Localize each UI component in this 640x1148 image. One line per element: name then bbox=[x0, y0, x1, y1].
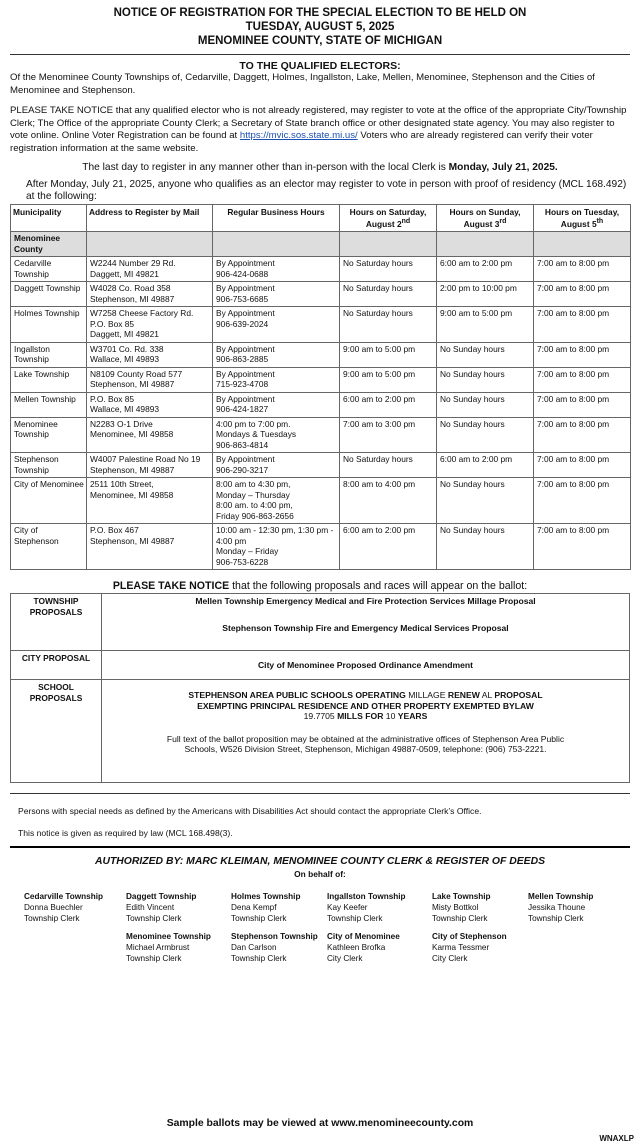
mellen-proposal: Mellen Township Emergency Medical and Fire Protection Services Millage Proposal bbox=[195, 596, 536, 607]
school-p1c: RENEW bbox=[447, 690, 480, 701]
hours-cell: By Appointment 906-753-6685 bbox=[213, 282, 340, 307]
school-p1f: EXEMPTING PRINCIPAL RESIDENCE AND OTHER PROPERTY EXEMPTED BYLAW bbox=[197, 700, 534, 711]
address-cell: P.O. Box 467 Stephenson, MI 49887 bbox=[87, 524, 213, 570]
title-line-2: TUESDAY, AUGUST 5, 2025 bbox=[245, 21, 395, 33]
tuesday-cell: 7:00 am to 8:00 pm bbox=[534, 307, 631, 343]
municipality-cell: Lake Township bbox=[11, 367, 87, 392]
school-p1e: PROPOSAL bbox=[494, 690, 543, 701]
municipality-cell: City of Menominee bbox=[11, 478, 87, 524]
sunday-cell: No Sunday hours bbox=[437, 417, 534, 453]
tuesday-cell: 7:00 am to 8:00 pm bbox=[534, 342, 631, 367]
clerk-entry: Holmes Township Dena Kempf Township Clerk bbox=[231, 892, 301, 924]
divider bbox=[10, 54, 630, 55]
divider-3 bbox=[10, 846, 630, 848]
last-day-date: Monday, July 21, 2025. bbox=[448, 161, 558, 173]
title-line-3: MENOMINEE COUNTY, STATE OF MICHIGAN bbox=[197, 35, 443, 47]
address-cell: N8109 County Road 577 Stephenson, MI 49887 bbox=[87, 367, 213, 392]
clerk-entry: Stephenson Township Dan Carlson Township Clerk bbox=[231, 932, 318, 964]
sample-ballots-notice: Sample ballots may be viewed at www.menomineecounty.com bbox=[166, 1118, 474, 1129]
mvic-link[interactable]: https://mvic.sos.state.mi.us/ bbox=[239, 130, 358, 142]
tuesday-cell: 7:00 am to 8:00 pm bbox=[534, 453, 631, 478]
municipality-cell: Menominee Township bbox=[11, 417, 87, 453]
municipality-cell: Holmes Township bbox=[11, 307, 87, 343]
municipality-cell: Cedarville Township bbox=[11, 257, 87, 282]
col-tuesday-sup: th bbox=[596, 218, 604, 226]
clerk-entry: Daggett Township Edith Vincent Township Clerk bbox=[126, 892, 197, 924]
saturday-cell: 6:00 am to 2:00 pm bbox=[340, 392, 437, 417]
address-cell: W2244 Number 29 Rd. Daggett, MI 49821 bbox=[87, 257, 213, 282]
city-proposal-label: CITY PROPOSAL bbox=[11, 651, 102, 680]
table-row bbox=[11, 453, 631, 478]
menominee-ordinance-proposal: City of Menominee Proposed Ordinance Amendment bbox=[257, 660, 474, 671]
table-row bbox=[11, 524, 631, 570]
registration-text: PLEASE TAKE NOTICE that any qualified elector who is not already registered, may register to vote at the office of the appropriate City/Township Clerk; The Office of the appropriate County Clerk; a Secretary of State branch office or other designated state agency. You may also register to vote online. Online Voter Registration can be found at bbox=[10, 105, 627, 142]
col-tuesday bbox=[534, 204, 631, 232]
col-saturday bbox=[340, 204, 437, 232]
notice-title bbox=[10, 6, 630, 48]
after-deadline-text: After Monday, July 21, 2025, anyone who qualifies as an elector may register to vote in person with proof of residency (MCL 168.492) at the following: bbox=[26, 178, 627, 202]
ada-notice: Persons with special needs as defined by the Americans with Disabilities Act should contact the appropriate Clerk’s Office. bbox=[18, 806, 482, 817]
saturday-cell: 6:00 am to 2:00 pm bbox=[340, 524, 437, 570]
tuesday-cell: 7:00 am to 8:00 pm bbox=[534, 478, 631, 524]
school-p1b: MILLAGE bbox=[408, 690, 448, 701]
municipality-cell: City of Stephenson bbox=[11, 524, 87, 570]
sunday-cell: No Sunday hours bbox=[437, 392, 534, 417]
clerk-entry: Lake Township Misty Bottkol Township Clerk bbox=[432, 892, 491, 924]
school-proposals-label: SCHOOL PROPOSALS bbox=[11, 680, 102, 783]
clerk-entry: City of Menominee Kathleen Brofka City Clerk bbox=[327, 932, 400, 964]
col-tuesday-label: Hours on Tuesday, August 5 bbox=[544, 206, 620, 229]
sunday-cell: No Sunday hours bbox=[437, 524, 534, 570]
authorized-text: AUTHORIZED BY: MARC KLEIMAN, MENOMINEE COUNTY CLERK & REGISTER OF DEEDS bbox=[94, 856, 546, 868]
school-millage-proposal bbox=[105, 690, 626, 722]
electors-heading: TO THE QUALIFIED ELECTORS: bbox=[239, 60, 401, 72]
table-header-row bbox=[11, 204, 631, 232]
table-row bbox=[11, 282, 631, 307]
municipality-cell: Ingallston Township bbox=[11, 342, 87, 367]
table-row bbox=[11, 307, 631, 343]
tuesday-cell: 7:00 am to 8:00 pm bbox=[534, 257, 631, 282]
saturday-cell: 9:00 am to 5:00 pm bbox=[340, 367, 437, 392]
table-row bbox=[11, 257, 631, 282]
hours-cell: By Appointment 715-923-4708 bbox=[213, 367, 340, 392]
hours-cell: By Appointment 906-290-3217 bbox=[213, 453, 340, 478]
saturday-cell: No Saturday hours bbox=[340, 282, 437, 307]
address-cell: 2511 10th Street, Menominee, MI 49858 bbox=[87, 478, 213, 524]
sunday-cell: 6:00 am to 2:00 pm bbox=[437, 257, 534, 282]
registration-text-end: Voters who are already registered can verify their voter registration information at the same website. bbox=[10, 130, 593, 154]
divider-2 bbox=[10, 793, 630, 794]
city-proposal-row bbox=[11, 651, 630, 680]
group-row bbox=[11, 232, 631, 257]
col-sunday-sup: rd bbox=[499, 218, 507, 226]
municipality-cell: Stephenson Township bbox=[11, 453, 87, 478]
address-cell: W7258 Cheese Factory Rd. P.O. Box 85 Daggett, MI 49821 bbox=[87, 307, 213, 343]
tuesday-cell: 7:00 am to 8:00 pm bbox=[534, 282, 631, 307]
school-proposals-row bbox=[11, 680, 630, 783]
sunday-cell: 6:00 am to 2:00 pm bbox=[437, 453, 534, 478]
tuesday-cell: 7:00 am to 8:00 pm bbox=[534, 417, 631, 453]
clerks-block bbox=[10, 891, 630, 981]
authorized-by bbox=[10, 856, 630, 867]
municipality-cell: Mellen Township bbox=[11, 392, 87, 417]
hours-cell: 10:00 am - 12:30 pm, 1:30 pm - 4:00 pm Monday – Friday 906-753-6228 bbox=[213, 524, 340, 570]
ballot-notice-strong: PLEASE TAKE NOTICE bbox=[112, 580, 230, 593]
saturday-cell: 8:00 am to 4:00 pm bbox=[340, 478, 437, 524]
township-proposals-label: TOWNSHIP PROPOSALS bbox=[11, 594, 102, 651]
hours-cell: 8:00 am to 4:30 pm, Monday – Thursday 8:00 am. to 4:00 pm, Friday 906-863-2656 bbox=[213, 478, 340, 524]
municipality-cell: Daggett Township bbox=[11, 282, 87, 307]
stephenson-proposal: Stephenson Township Fire and Emergency Medical Services Proposal bbox=[222, 622, 509, 633]
saturday-cell: 9:00 am to 5:00 pm bbox=[340, 342, 437, 367]
registration-paragraph bbox=[10, 105, 630, 155]
clerk-entry: Ingallston Township Kay Keefer Township Clerk bbox=[327, 892, 406, 924]
intro-paragraph: Of the Menominee County Townships of, Cedarville, Daggett, Holmes, Ingallston, Lake, Mellen, Menominee, Stephenson and the Cities of Menominee and Stephenson. bbox=[10, 72, 595, 96]
address-cell: W3701 Co. Rd. 338 Wallace, MI 49893 bbox=[87, 342, 213, 367]
last-day-text: The last day to register in any manner other than in-person with the local Clerk is bbox=[82, 161, 449, 173]
sunday-cell: 9:00 am to 5:00 pm bbox=[437, 307, 534, 343]
ballot-table bbox=[10, 593, 630, 783]
registration-table bbox=[10, 204, 631, 571]
tuesday-cell: 7:00 am to 8:00 pm bbox=[534, 367, 631, 392]
col-saturday-label: Hours on Saturday, August 2 bbox=[349, 206, 427, 229]
table-row bbox=[11, 342, 631, 367]
tuesday-cell: 7:00 am to 8:00 pm bbox=[534, 524, 631, 570]
table-row bbox=[11, 367, 631, 392]
ad-code: WNAXLP bbox=[599, 1134, 634, 1143]
on-behalf-of: On behalf of: bbox=[294, 869, 346, 880]
school-p1d: AL bbox=[479, 690, 495, 701]
table-row bbox=[11, 392, 631, 417]
col-saturday-sup: nd bbox=[401, 218, 411, 226]
hours-cell: 4:00 pm to 7:00 pm. Mondays & Tuesdays 906-863-4814 bbox=[213, 417, 340, 453]
ballot-notice bbox=[10, 580, 630, 592]
hours-cell: By Appointment 906-639-2024 bbox=[213, 307, 340, 343]
table-row bbox=[11, 478, 631, 524]
law-notice: This notice is given as required by law (MCL 168.498(3). bbox=[18, 828, 233, 839]
sunday-cell: No Sunday hours bbox=[437, 478, 534, 524]
saturday-cell: No Saturday hours bbox=[340, 257, 437, 282]
last-day-notice bbox=[10, 162, 630, 173]
col-sunday bbox=[437, 204, 534, 232]
hours-cell: By Appointment 906-424-1827 bbox=[213, 392, 340, 417]
hours-cell: By Appointment 906-863-2885 bbox=[213, 342, 340, 367]
saturday-cell: 7:00 am to 3:00 pm bbox=[340, 417, 437, 453]
sunday-cell: No Sunday hours bbox=[437, 367, 534, 392]
township-proposals-row bbox=[11, 594, 630, 651]
school-p1h: MILLS FOR bbox=[337, 711, 386, 722]
col-address: Address to Register by Mail bbox=[87, 204, 213, 232]
saturday-cell: No Saturday hours bbox=[340, 307, 437, 343]
col-municipality: Municipality bbox=[11, 204, 87, 232]
group-label: Menominee County bbox=[11, 232, 87, 257]
school-p1a: STEPHENSON AREA PUBLIC SCHOOLS OPERATING bbox=[188, 690, 409, 701]
school-p1i: 10 bbox=[385, 711, 398, 722]
hours-cell: By Appointment 906-424-0688 bbox=[213, 257, 340, 282]
clerk-entry: Mellen Township Jessika Thoune Township Clerk bbox=[528, 892, 594, 924]
address-cell: P.O. Box 85 Wallace, MI 49893 bbox=[87, 392, 213, 417]
tuesday-cell: 7:00 am to 8:00 pm bbox=[534, 392, 631, 417]
sunday-cell: 2:00 pm to 10:00 pm bbox=[437, 282, 534, 307]
address-cell: W4028 Co. Road 358 Stephenson, MI 49887 bbox=[87, 282, 213, 307]
school-full-text: Full text of the ballot proposition may be obtained at the administrative offices of Stephenson Area Public Schools, W526 Division Street, Stephenson, Michigan 49887-0509, telephone: (906) 753-2221. bbox=[166, 733, 565, 755]
table-row bbox=[11, 417, 631, 453]
title-line-1: NOTICE OF REGISTRATION FOR THE SPECIAL ELECTION TO BE HELD ON bbox=[113, 7, 527, 19]
col-sunday-label: Hours on Sunday, August 3 bbox=[449, 206, 521, 229]
ballot-notice-text: that the following proposals and races will appear on the ballot: bbox=[229, 580, 528, 593]
sunday-cell: No Sunday hours bbox=[437, 342, 534, 367]
clerk-entry: City of Stephenson Karma Tessmer City Clerk bbox=[432, 932, 507, 964]
clerk-entry: Cedarville Township Donna Buechler Township Clerk bbox=[24, 892, 104, 924]
address-cell: W4007 Palestine Road No 19 Stephenson, MI 49887 bbox=[87, 453, 213, 478]
saturday-cell: No Saturday hours bbox=[340, 453, 437, 478]
address-cell: N2283 O-1 Drive Menominee, MI 49858 bbox=[87, 417, 213, 453]
clerk-entry: Menominee Township Michael Armbrust Township Clerk bbox=[126, 932, 211, 964]
col-business-hours: Regular Business Hours bbox=[213, 204, 340, 232]
school-p1j: YEARS bbox=[397, 711, 428, 722]
school-p1g: 19.7705 bbox=[303, 711, 338, 722]
